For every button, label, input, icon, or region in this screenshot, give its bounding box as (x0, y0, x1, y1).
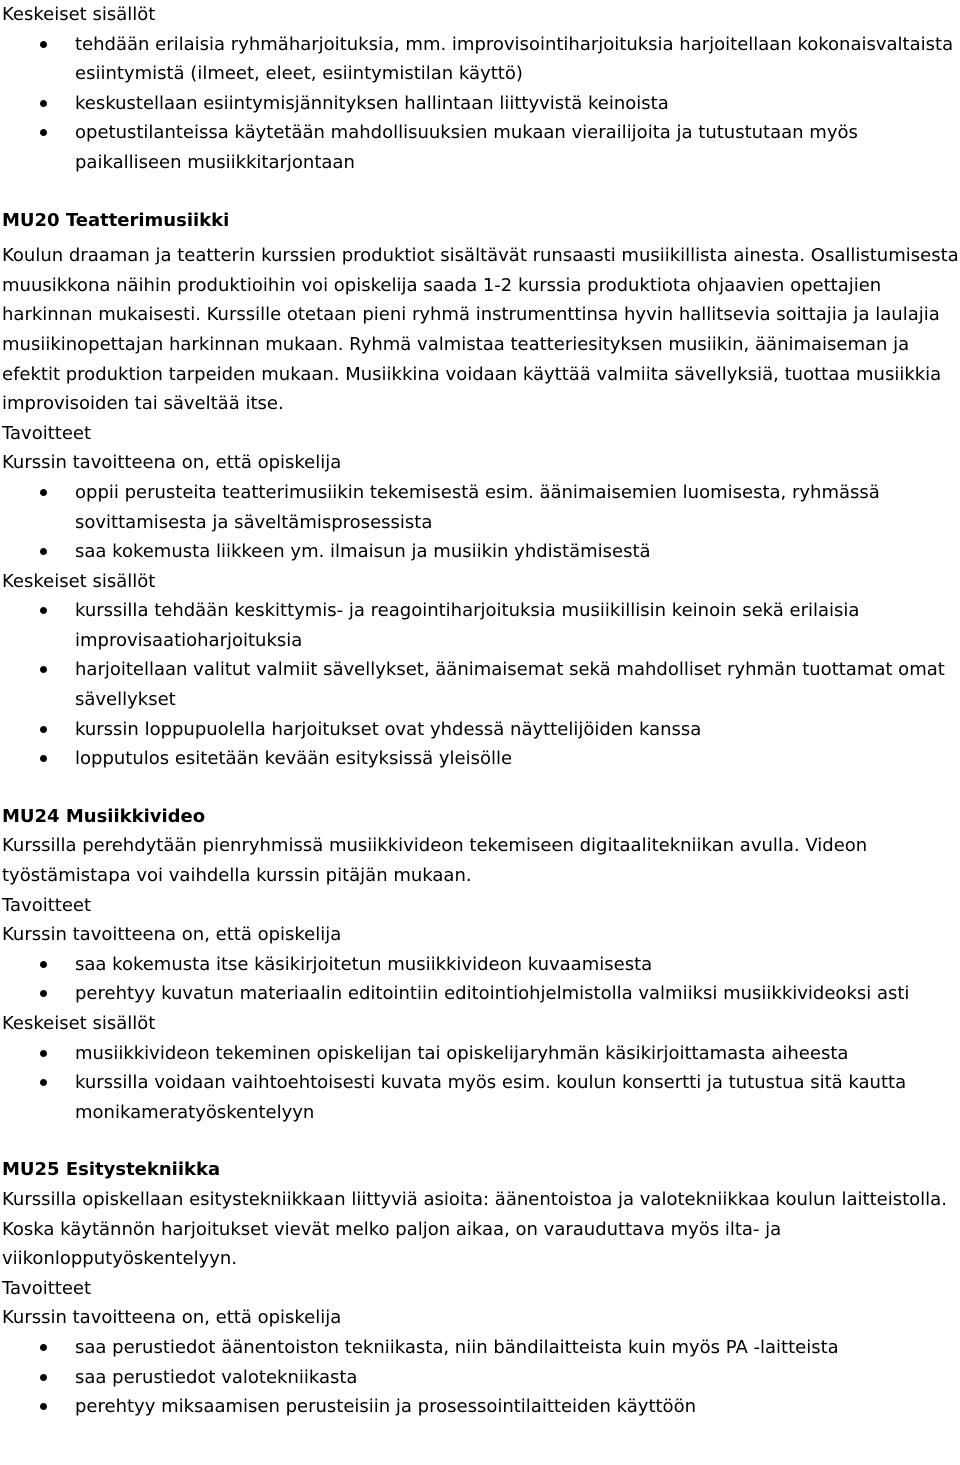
list-item: perehtyy miksaamisen perusteisiin ja prosessointilaitteiden käyttöön (2, 1392, 960, 1422)
list-item: tehdään erilaisia ryhmäharjoituksia, mm. improvisointiharjoituksia harjoitellaan kokonaisvaltaista esiintymistä (ilmeet, eleet, esiintymistilan käyttö) (2, 30, 960, 89)
top-contents-list (2, 30, 960, 178)
mu20-goals-intro: Kurssin tavoitteena on, että opiskelija (2, 452, 342, 474)
mu20-contents-list (2, 596, 960, 774)
list-item: perehtyy kuvatun materiaalin editointiin editointiohjelmistolla valmiiksi musiikkivideoksi asti (2, 979, 960, 1009)
list-item: musiikkivideon tekeminen opiskelijan tai opiskelijaryhmän käsikirjoittamasta aiheesta (2, 1039, 960, 1069)
mu25-title: MU25 Esitystekniikka (2, 1159, 221, 1181)
list-item: keskustellaan esiintymisjännityksen hallintaan liittyvistä keinoista (2, 89, 960, 119)
mu24-contents-list (2, 1039, 960, 1128)
list-item: kurssin loppupuolella harjoitukset ovat yhdessä näyttelijöiden kanssa (2, 715, 960, 745)
list-item: harjoitellaan valitut valmiit sävellykset, äänimaisemat sekä mahdolliset ryhmän tuottamat omat sävellykset (2, 655, 960, 714)
mu25-goals-intro: Kurssin tavoitteena on, että opiskelija (2, 1307, 342, 1329)
mu20-goals-list (2, 478, 960, 567)
mu24-goals-list (2, 950, 960, 1009)
list-item: saa perustiedot äänentoiston tekniikasta, niin bändilaitteista kuin myös PA -laitteista (2, 1333, 960, 1363)
list-item: kurssilla tehdään keskittymis- ja reagointiharjoituksia musiikillisin keinoin sekä erilaisia improvisaatioharjoituksia (2, 596, 960, 655)
list-item: saa kokemusta itse käsikirjoitetun musiikkivideon kuvaamisesta (2, 950, 960, 980)
list-item: saa perustiedot valotekniikasta (2, 1363, 960, 1393)
mu25-goals-heading: Tavoitteet (2, 1277, 92, 1299)
list-item: saa kokemusta liikkeen ym. ilmaisun ja musiikin yhdistämisestä (2, 537, 960, 567)
mu20-goals-heading: Tavoitteet (2, 422, 92, 444)
list-item: oppii perusteita teatterimusiikin tekemisestä esim. äänimaisemien luomisesta, ryhmässä sovittamisesta ja säveltämisprosessista (2, 478, 960, 537)
mu20-contents-heading: Keskeiset sisällöt (2, 570, 156, 592)
mu25-goals-list (2, 1333, 960, 1422)
mu24-contents-heading: Keskeiset sisällöt (2, 1013, 156, 1034)
list-item: opetustilanteissa käytetään mahdollisuuksien mukaan vierailijoita ja tutustutaan myös paikalliseen musiikkitarjontaan (2, 118, 960, 177)
mu24-goals-heading: Tavoitteet (2, 894, 92, 916)
mu24-goals-intro: Kurssin tavoitteena on, että opiskelija (2, 924, 342, 946)
mu20-description: Koulun draaman ja teatterin kurssien produktiot sisältävät runsaasti musiikillista ainesta. Osallistumisesta muusikkona näihin produktioihin voi opiskelija saada 1-2 kurssia produktiota ohjaavien opettajien harkinnan mukaisesti. Kurssille otetaan pieni ryhmä instrumenttinsa hyvin hallitsevia soittajia ja laulajia musiikinopettajan harkinnan mukaan. Ryhmä valmistaa teatteriesityksen musiikin, äänimaiseman ja efektit produktion tarpeiden mukaan. Musiikkina voidaan käyttää valmiita sävellyksiä, tuottaa musiikkia improvisoiden tai säveltää itse. (2, 245, 959, 415)
list-item: kurssilla voidaan vaihtoehtoisesti kuvata myös esim. koulun konsertti ja tutustua sitä kautta monikameratyöskentelyyn (2, 1068, 960, 1127)
list-item: lopputulos esitetään kevään esityksissä yleisölle (2, 744, 960, 774)
mu20-title: MU20 Teatterimusiikki (2, 209, 230, 231)
top-contents-heading: Keskeiset sisällöt (2, 4, 156, 25)
mu24-title: MU24 Musiikkivideo (2, 805, 206, 827)
mu24-description: Kurssilla perehdytään pienryhmissä musiikkivideon tekemiseen digitaalitekniikan avulla. Videon työstämistapa voi vaihdella kurssin pitäjän mukaan. (2, 835, 868, 887)
mu25-description: Kurssilla opiskellaan esitystekniikkaan liittyviä asioita: äänentoistoa ja valotekniikkaa koulun laitteistolla. Koska käytännön harjoitukset vievät melko paljon aikaa, on varauduttava myös ilta- ja viikonlopputyöskentelyyn. (2, 1188, 947, 1270)
